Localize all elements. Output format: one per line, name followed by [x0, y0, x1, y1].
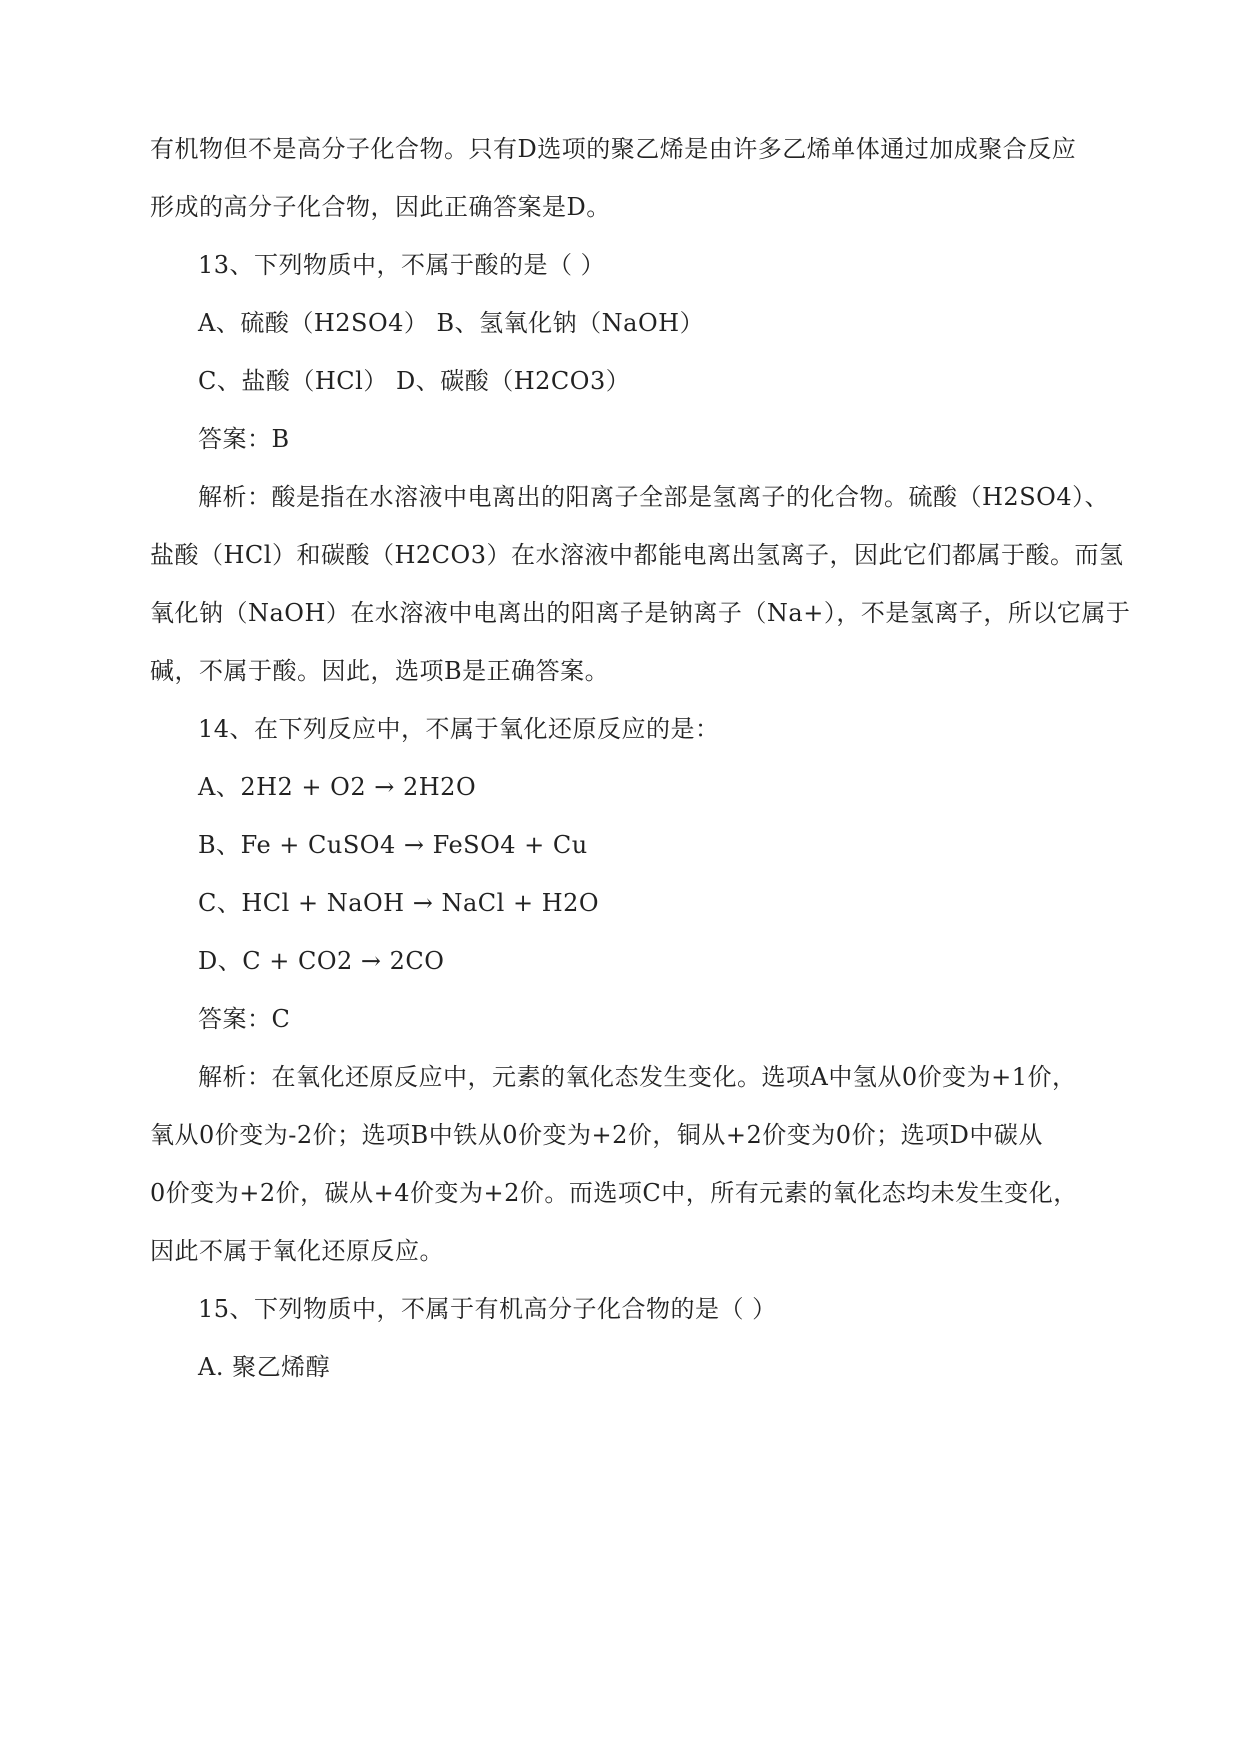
question-13-options-cd: C、盐酸（HCl） D、碳酸（H2CO3）	[198, 367, 631, 395]
question-14-answer: 答案：C	[198, 1005, 291, 1033]
question-14-stem: 14、在下列反应中，不属于氧化还原反应的是：	[198, 715, 720, 743]
question-14-explanation: 因此不属于氧化还原反应。	[150, 1237, 444, 1265]
question-13-explanation: 解析：酸是指在水溶液中电离出的阳离子全部是氢离子的化合物。硫酸（H2SO4）、	[198, 483, 1110, 511]
question-13-explanation: 氧化钠（NaOH）在水溶液中电离出的阳离子是钠离子（Na+），不是氢离子，所以它属于	[150, 599, 1131, 627]
question-13-stem: 13、下列物质中，不属于酸的是（ ）	[198, 251, 606, 279]
question-13-explanation: 盐酸（HCl）和碳酸（H2CO3）在水溶液中都能电离出氢离子，因此它们都属于酸。而氢	[150, 541, 1124, 569]
question-14-option-b: B、Fe + CuSO4 → FeSO4 + Cu	[198, 831, 588, 859]
question-14-explanation: 氧从0价变为-2价；选项B中铁从0价变为+2价，铜从+2价变为0价；选项D中碳从	[150, 1121, 1043, 1149]
question-14-explanation: 0价变为+2价，碳从+4价变为+2价。而选项C中，所有元素的氧化态均未发生变化，	[150, 1179, 1078, 1207]
question-15-option-a: A. 聚乙烯醇	[198, 1353, 331, 1381]
question-14-option-a: A、2H2 + O2 → 2H2O	[198, 773, 477, 801]
question-13-explanation: 碱，不属于酸。因此，选项B是正确答案。	[150, 657, 610, 685]
question-14-option-d: D、C + CO2 → 2CO	[198, 947, 445, 975]
question-13-answer: 答案：B	[198, 425, 290, 453]
paragraph-line: 形成的高分子化合物，因此正确答案是D。	[150, 193, 611, 221]
paragraph-line: 有机物但不是高分子化合物。只有D选项的聚乙烯是由许多乙烯单体通过加成聚合反应	[150, 135, 1077, 163]
question-14-explanation: 解析：在氧化还原反应中，元素的氧化态发生变化。选项A中氢从0价变为+1价，	[198, 1063, 1077, 1091]
question-14-option-c: C、HCl + NaOH → NaCl + H2O	[198, 889, 600, 917]
question-13-options-ab: A、硫酸（H2SO4） B、氢氧化钠（NaOH）	[198, 309, 705, 337]
question-15-stem: 15、下列物质中，不属于有机高分子化合物的是（ ）	[198, 1295, 777, 1323]
